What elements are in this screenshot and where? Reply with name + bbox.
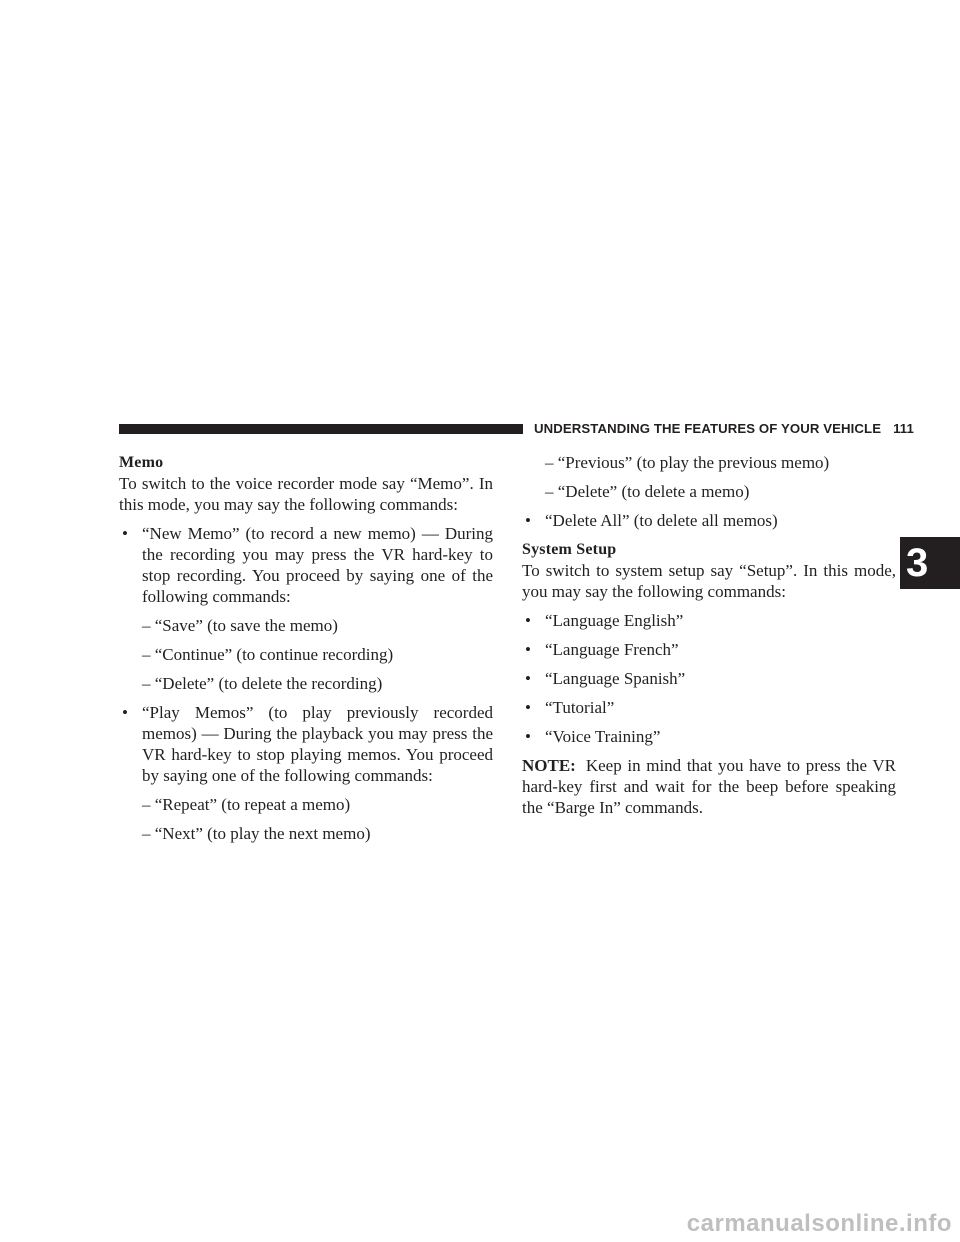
list-item — [522, 726, 896, 747]
note-text: Keep in mind that you have to press the VR hard-key first and wait for the beep before speaking the “Barge In” commands. — [522, 756, 896, 817]
bullet-language-french: “Language French” — [545, 640, 679, 659]
watermark: carmanualsonline.info — [686, 1210, 952, 1237]
bullet-icon: • — [525, 511, 531, 530]
sub-item-repeat: – “Repeat” (to repeat a memo) — [142, 795, 351, 814]
chapter-tab: 3 — [900, 537, 960, 589]
sub-item-continue: – “Continue” (to continue recording) — [142, 645, 394, 664]
bullet-new-memo: “New Memo” (to record a new memo) — During the recording you may press the VR hard-key to stop recording. You proceed by saying one of the following commands: — [142, 524, 493, 606]
bullet-delete-all: “Delete All” (to delete all memos) — [545, 511, 778, 530]
list-item — [522, 639, 896, 660]
right-column — [522, 452, 896, 818]
bullet-icon: • — [525, 669, 531, 688]
bullet-play-memos: “Play Memos” (to play previously recorded memos) — During the playback you may press the VR hard-key to stop playing memos. You proceed by saying one of the following commands: — [142, 703, 493, 785]
header-title: UNDERSTANDING THE FEATURES OF YOUR VEHICLE — [534, 421, 882, 436]
bullet-icon: • — [525, 640, 531, 659]
setup-intro: To switch to system setup say “Setup”. In this mode, you may say the following commands: — [522, 561, 896, 601]
list-item — [522, 610, 896, 631]
sub-item-save: – “Save” (to save the memo) — [142, 616, 338, 635]
bullet-voice-training: “Voice Training” — [545, 727, 661, 746]
sub-item-previous: – “Previous” (to play the previous memo) — [545, 453, 830, 472]
bullet-icon: • — [122, 524, 128, 543]
header-rule — [119, 424, 523, 434]
note-label: NOTE: — [522, 756, 576, 775]
list-item — [522, 697, 896, 718]
bullet-icon: • — [525, 698, 531, 717]
list-item — [522, 668, 896, 689]
page-number: 111 — [893, 421, 914, 436]
list-item — [119, 702, 493, 786]
bullet-language-english: “Language English” — [545, 611, 684, 630]
sub-item-delete-memo: – “Delete” (to delete a memo) — [545, 482, 750, 501]
bullet-icon: • — [122, 703, 128, 722]
memo-intro: To switch to the voice recorder mode say “Memo”. In this mode, you may say the following commands: — [119, 474, 493, 514]
bullet-language-spanish: “Language Spanish” — [545, 669, 686, 688]
bullet-icon: • — [525, 611, 531, 630]
memo-heading: Memo — [119, 454, 164, 471]
sub-item-next: – “Next” (to play the next memo) — [142, 824, 371, 843]
bullet-tutorial: “Tutorial” — [545, 698, 615, 717]
running-header — [534, 421, 914, 437]
left-column — [119, 452, 493, 844]
setup-heading: System Setup — [522, 541, 617, 558]
bullet-icon: • — [525, 727, 531, 746]
list-item — [119, 523, 493, 607]
list-item — [522, 510, 896, 531]
note-paragraph — [522, 755, 896, 818]
sub-item-delete-recording: – “Delete” (to delete the recording) — [142, 674, 383, 693]
